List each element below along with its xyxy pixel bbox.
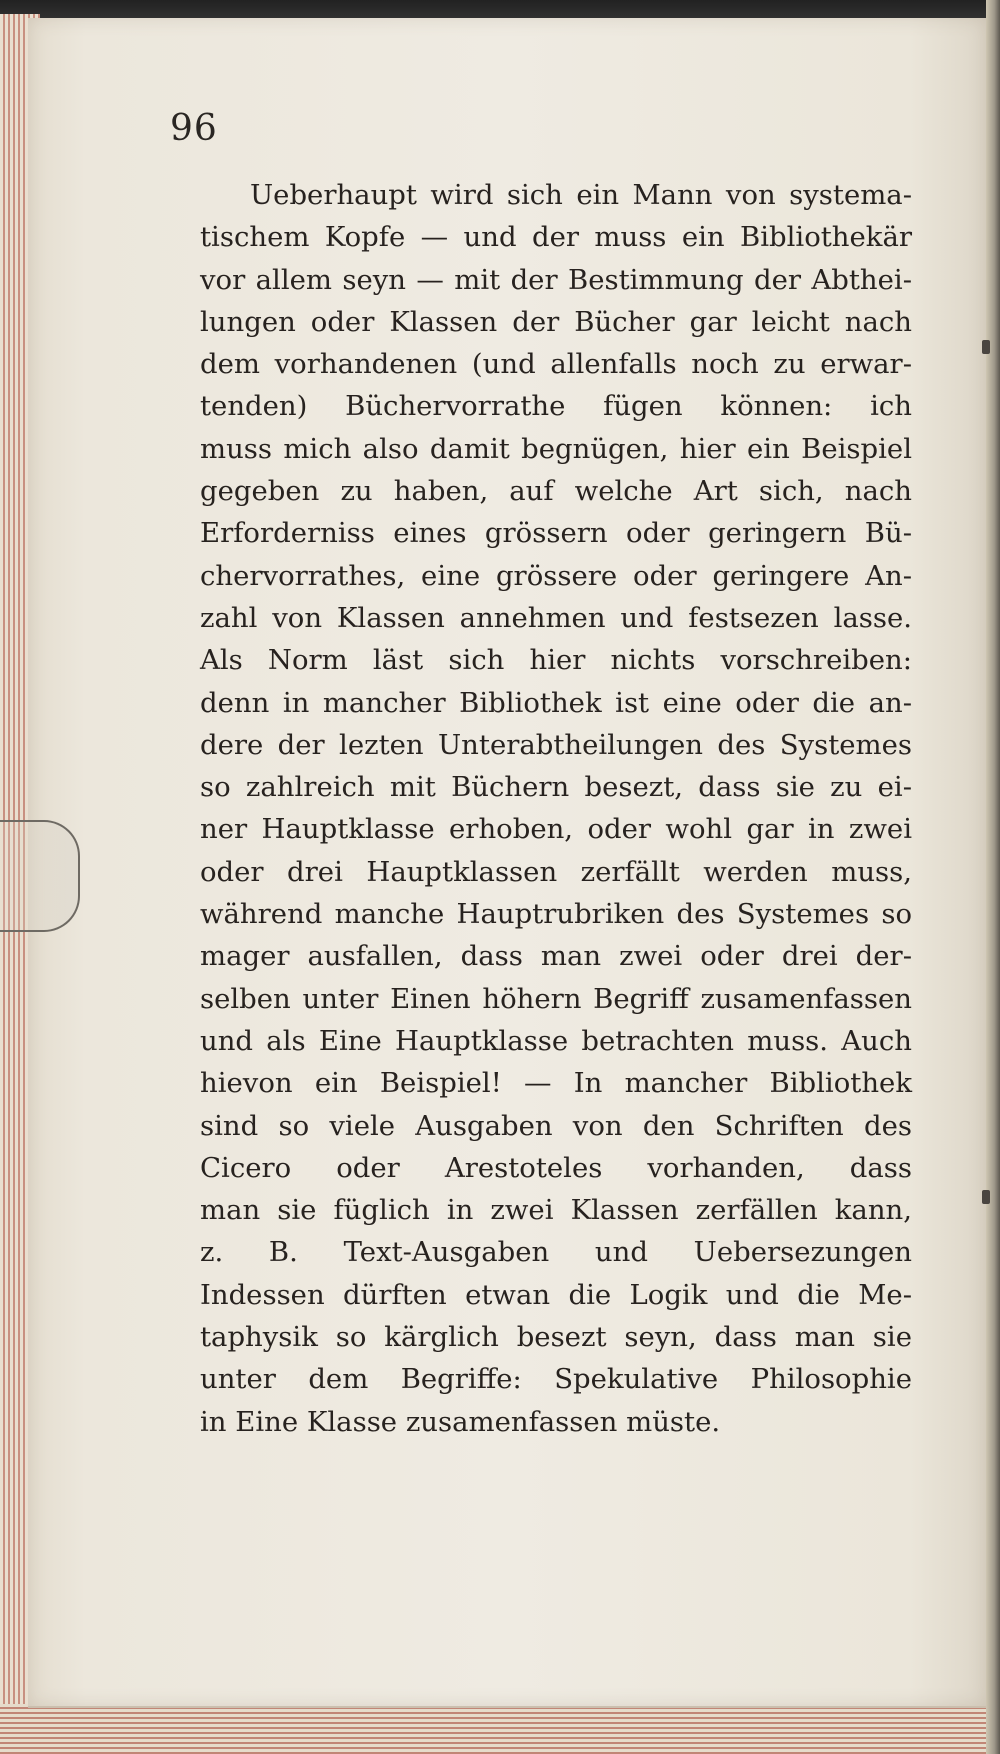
text-line: lungen oder Klassen der Bücher gar leicht nach — [200, 305, 912, 338]
text-line: unter dem Begriffe: Spekulative Philosophie — [200, 1363, 912, 1396]
text-line: und als Eine Hauptklasse betrachten muss. Auch — [200, 1024, 912, 1057]
text-line: tischem Kopfe — und der muss ein Bibliothekär — [200, 221, 912, 254]
text-line: Indessen dürften etwan die Logik und die Me- — [200, 1278, 912, 1311]
text-line: dem vorhandenen (und allenfalls noch zu erwar- — [200, 348, 912, 381]
text-line: gegeben zu haben, auf welche Art sich, nach — [200, 475, 912, 508]
text-line: chervorrathes, eine grössere oder geringere An- — [200, 559, 912, 592]
text-line: muss mich also damit begnügen, hier ein Beispiel — [200, 432, 912, 465]
text-line: vor allem seyn — mit der Bestimmung der Abthei- — [200, 263, 912, 296]
page-number: 96 — [170, 108, 218, 149]
text-line: oder drei Hauptklassen zerfällt werden muss, — [200, 855, 912, 888]
text-line: z. B. Text-Ausgaben und Uebersezungen — [200, 1236, 912, 1269]
text-line: während manche Hauptrubriken des Systemes so — [200, 898, 912, 931]
text-line: Cicero oder Arestoteles vorhanden, dass — [200, 1151, 912, 1184]
book-spine-edge — [986, 0, 1000, 1754]
body-text — [200, 174, 912, 1443]
margin-mark — [982, 1190, 990, 1204]
text-line: selben unter Einen höhern Begriff zusamenfassen — [200, 982, 912, 1015]
text-line: in Eine Klasse zusamenfassen müste. — [200, 1405, 721, 1438]
text-line: mager ausfallen, dass man zwei oder drei der- — [200, 940, 912, 973]
text-line: taphysik so kärglich besezt seyn, dass man sie — [200, 1321, 912, 1354]
text-line: sind so viele Ausgaben von den Schriften des — [200, 1109, 912, 1142]
text-line: tenden) Büchervorrathe fügen können: ich — [200, 390, 912, 423]
text-line: dere der lezten Unterabtheilungen des Systemes — [200, 728, 912, 761]
text-line: zahl von Klassen annehmen und festsezen lasse. — [200, 601, 912, 634]
text-line: Als Norm läst sich hier nichts vorschreiben: — [200, 644, 912, 677]
margin-mark — [982, 340, 990, 354]
text-line: Erforderniss eines grössern oder geringern Bü- — [200, 517, 912, 550]
text-line: hievon ein Beispiel! — In mancher Bibliothek — [200, 1067, 912, 1100]
text-line: Ueberhaupt wird sich ein Mann von systema- — [250, 179, 912, 211]
text-line: so zahlreich mit Büchern besezt, dass sie zu ei- — [200, 771, 912, 804]
text-line: denn in mancher Bibliothek ist eine oder die an- — [200, 686, 912, 719]
text-line: ner Hauptklasse erhoben, oder wohl gar in zwei — [200, 813, 912, 846]
stacked-page-edges-bottom — [0, 1704, 1000, 1754]
page-clip — [0, 820, 80, 932]
text-line: man sie füglich in zwei Klassen zerfällen kann, — [200, 1194, 912, 1227]
